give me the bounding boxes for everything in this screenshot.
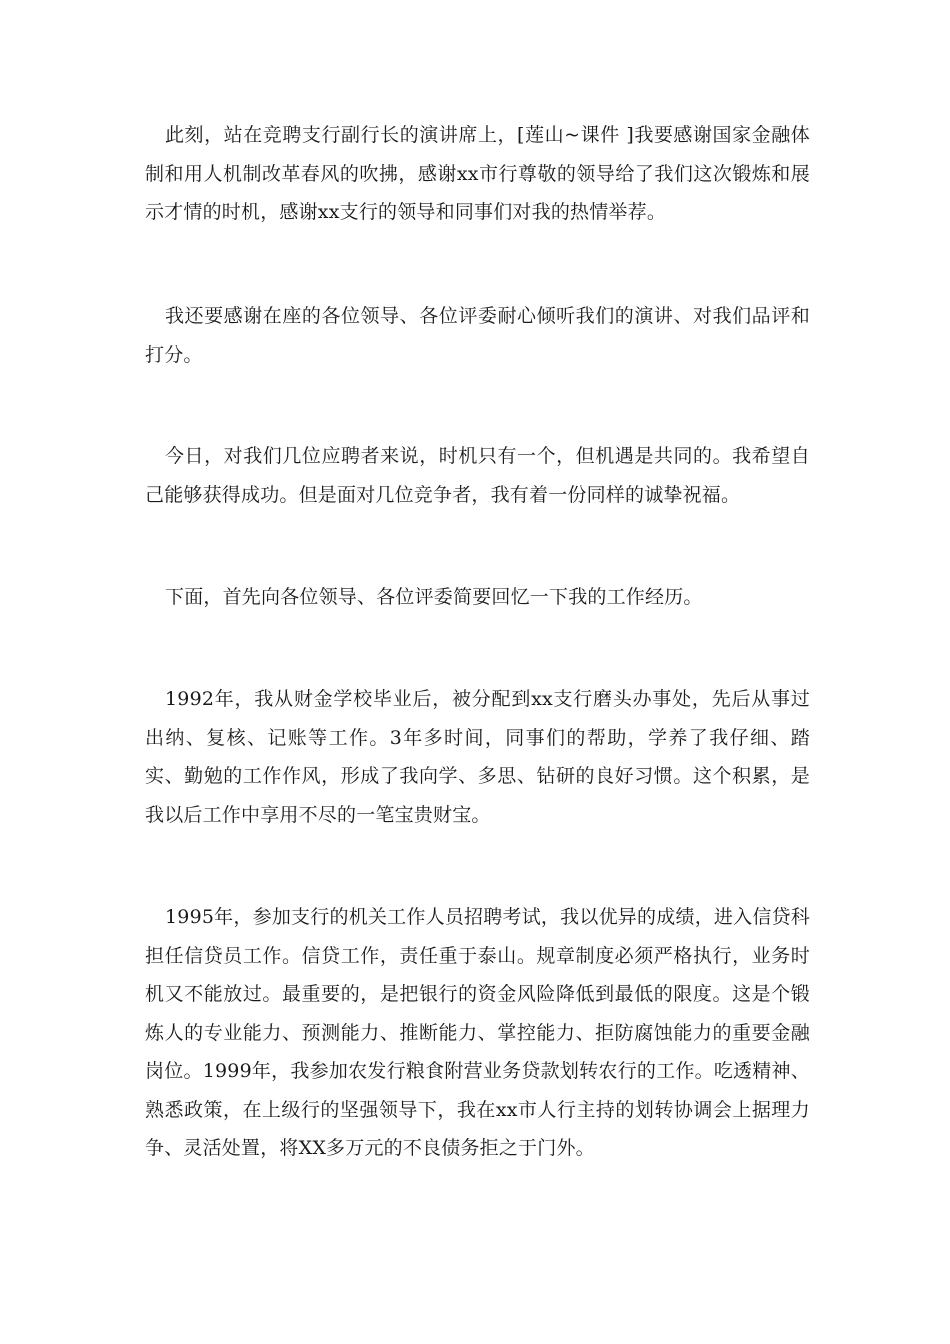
paragraph-3: 今日，对我们几位应聘者来说，时机只有一个，但机遇是共同的。我希望自己能够获得成功。但是面对几位竞争者，我有着一份同样的诚挚祝福。 — [145, 445, 810, 506]
paragraph-6: 1995年，参加支行的机关工作人员招聘考试，我以优异的成绩，进入信贷科担任信贷员工作。信贷工作，责任重于泰山。规章制度必须严格执行，业务时机又不能放过。最重要的，是把银行的资金风险降低到最低的限度。这是个锻炼人的专业能力、预测能力、推断能力、掌控能力、拒防腐蚀能力的重要金融岗位。1999年，我参加农发行粮食附营业务贷款划转农行的工作。吃透精神、熟悉政策，在上级行的坚强领导下，我在xx市人行主持的划转协调会上据理力争、灵活处置，将XX多万元的不良债务拒之于门外。 — [145, 906, 810, 1159]
paragraph-2: 我还要感谢在座的各位领导、各位评委耐心倾听我们的演讲、对我们品评和打分。 — [145, 305, 810, 366]
paragraph-5: 1992年，我从财金学校毕业后，被分配到xx支行磨头办事处，先后从事过出纳、复核、记账等工作。3年多时间，同事们的帮助，学养了我仔细、踏实、勤勉的工作作风，形成了我向学、多思、钻研的良好习惯。这个积累，是我以后工作中享用不尽的一笔宝贵财宝。 — [145, 688, 810, 826]
paragraph-1: 此刻，站在竞聘支行副行长的演讲席上，[莲山~课件 ]我要感谢国家金融体制和用人机制改革春风的吹拂，感谢xx市行尊敬的领导给了我们这次锻炼和展示才情的时机，感谢xx支行的领导和同事们对我的热情举荐。 — [145, 124, 810, 223]
paragraph-4: 下面，首先向各位领导、各位评委简要回忆一下我的工作经历。 — [165, 586, 703, 608]
